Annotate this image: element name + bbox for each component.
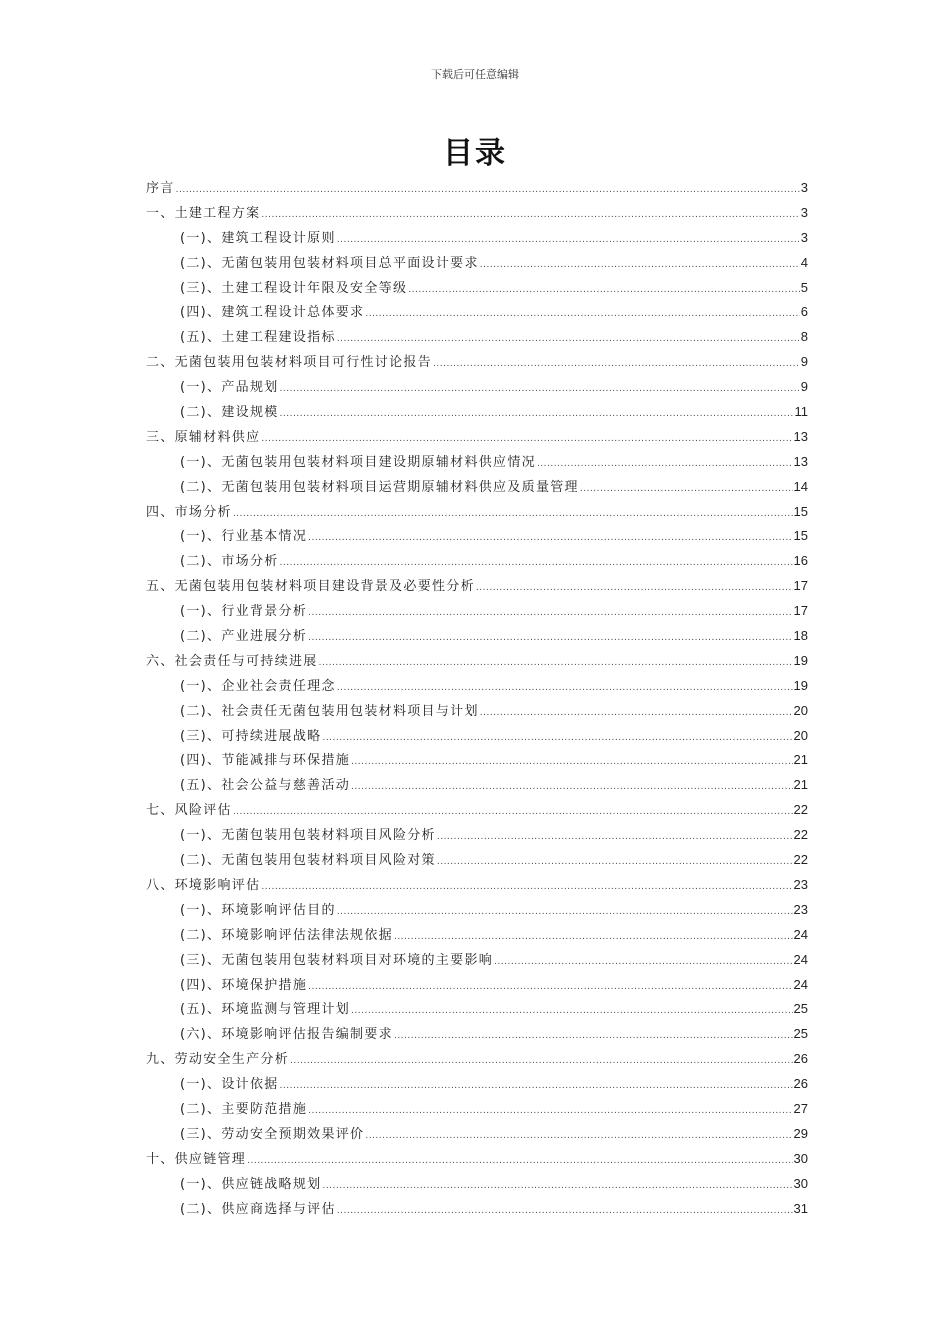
toc-entry-label: (三)、劳动安全预期效果评价 [180,1126,365,1142]
toc-page-number: 30 [793,1150,808,1166]
toc-entry-label: 十、供应链管理 [146,1151,247,1167]
toc-entry[interactable] [146,201,808,226]
toc-subentry[interactable] [146,1197,808,1222]
page-title: 目录 [443,136,507,171]
toc-dot-leader [337,900,793,925]
toc-dot-leader [280,551,793,576]
toc-page-number: 13 [793,453,808,469]
toc-page-number: 30 [793,1175,808,1191]
toc-page-number: 15 [793,528,808,544]
toc-subentry[interactable] [146,400,808,425]
toc-subentry[interactable] [146,624,808,649]
toc-entry-label: (三)、无菌包装用包装材料项目对环境的主要影响 [180,952,494,968]
toc-page-number: 11 [794,404,808,420]
toc-dot-leader [319,651,793,676]
toc-dot-leader [580,477,793,502]
toc-page-number: 22 [793,852,808,868]
toc-dot-leader [280,402,794,427]
toc-entry[interactable] [146,500,808,525]
toc-entry-label: (一)、企业社会责任理念 [180,678,336,694]
toc-entry-label: (四)、建筑工程设计总体要求 [180,305,365,321]
toc-entry-label: 六、社会责任与可持续进展 [146,653,318,669]
toc-subentry[interactable] [146,325,808,350]
toc-page-number: 25 [793,1026,808,1042]
toc-page-number: 21 [793,752,808,768]
toc-dot-leader [308,1099,792,1124]
toc-subentry[interactable] [146,1122,808,1147]
toc-entry-label: (一)、无菌包装用包装材料项目建设期原辅材料供应情况 [180,454,536,470]
toc-dot-leader [351,750,792,775]
toc-subentry[interactable] [146,1097,808,1122]
toc-dot-leader [433,352,800,377]
toc-subentry[interactable] [146,599,808,624]
toc-entry-label: 七、风险评估 [146,803,232,819]
toc-dot-leader [233,800,793,825]
toc-entry-label: (三)、可持续进展战略 [180,728,322,744]
toc-entry[interactable] [146,873,808,898]
toc-entry-label: 序言 [146,181,175,196]
toc-dot-leader [394,1024,793,1049]
toc-subentry[interactable] [146,674,808,699]
page-header: 下载后可任意编辑 [431,68,519,81]
toc-dot-leader [494,950,792,975]
toc-entry-label: (五)、环境监测与管理计划 [180,1002,351,1018]
toc-dot-leader [337,676,793,701]
toc-entry-label: (二)、无菌包装用包装材料项目运营期原辅材料供应及质量管理 [180,479,579,495]
toc-subentry[interactable] [146,450,808,475]
toc-dot-leader [437,850,793,875]
toc-entry-label: 四、市场分析 [146,504,232,520]
toc-subentry[interactable] [146,923,808,948]
toc-subentry[interactable] [146,898,808,923]
toc-entry-label: (五)、土建工程建设指标 [180,330,336,346]
toc-dot-leader [233,502,793,527]
toc-entry[interactable] [146,425,808,450]
toc-entry[interactable] [146,649,808,674]
toc-entry-label: (二)、无菌包装用包装材料项目总平面设计要求 [180,255,479,271]
toc-subentry[interactable] [146,699,808,724]
toc-page-number: 19 [793,677,808,693]
toc-entry[interactable] [146,176,808,201]
toc-subentry[interactable] [146,948,808,973]
toc-subentry[interactable] [146,724,808,749]
toc-page-number: 8 [800,329,808,345]
toc-dot-leader [480,701,793,726]
toc-entry-label: (四)、环境保护措施 [180,977,308,993]
toc-page-number: 16 [793,553,808,569]
toc-page-number: 23 [793,876,808,892]
toc-page-number: 18 [793,628,808,644]
toc-dot-leader [476,576,793,601]
toc-subentry[interactable] [146,773,808,798]
toc-subentry[interactable] [146,1172,808,1197]
toc-page-number: 24 [793,926,808,942]
toc-page-number: 22 [793,802,808,818]
toc-page-number: 24 [793,976,808,992]
toc-entry-label: (一)、产品规划 [180,380,279,396]
toc-dot-leader [337,327,800,352]
toc-page-number: 9 [800,379,808,395]
toc-page-number: 27 [793,1100,808,1116]
toc-dot-leader [351,999,792,1024]
toc-entry-label: (一)、设计依据 [180,1077,279,1093]
table-of-contents [146,176,808,1221]
toc-dot-leader [280,1074,793,1099]
toc-page-number: 15 [793,503,808,519]
toc-page-number: 14 [793,478,808,494]
toc-page-number: 29 [793,1125,808,1141]
toc-dot-leader [480,253,800,278]
toc-subentry[interactable] [146,1072,808,1097]
toc-dot-leader [176,178,800,203]
toc-entry[interactable] [146,798,808,823]
toc-page-number: 22 [793,827,808,843]
toc-page-number: 24 [793,951,808,967]
toc-page-number: 21 [793,777,808,793]
toc-entry-label: (二)、建设规模 [180,405,279,421]
toc-entry-label: 一、土建工程方案 [146,205,261,221]
toc-entry-label: (二)、主要防范措施 [180,1101,308,1117]
toc-entry-label: (一)、供应链战略规划 [180,1176,322,1192]
toc-entry-label: (六)、环境影响评估报告编制要求 [180,1027,393,1043]
toc-subentry[interactable] [146,375,808,400]
toc-dot-leader [261,427,792,452]
toc-entry-label: (五)、社会公益与慈善活动 [180,778,351,794]
toc-dot-leader [365,302,799,327]
toc-subentry[interactable] [146,251,808,276]
toc-dot-leader [322,726,792,751]
toc-dot-leader [261,203,799,228]
toc-page-number: 26 [793,1076,808,1092]
toc-page-number: 25 [793,1001,808,1017]
toc-page-number: 20 [793,727,808,743]
toc-dot-leader [247,1149,792,1174]
toc-page-number: 17 [793,578,808,594]
toc-entry-label: (一)、行业基本情况 [180,529,308,545]
toc-subentry[interactable] [146,973,808,998]
toc-page-number: 9 [800,354,808,370]
toc-page-number: 5 [800,279,808,295]
toc-entry-label: (二)、市场分析 [180,554,279,570]
toc-page-number: 3 [800,229,808,245]
toc-entry-label: (二)、产业进展分析 [180,629,308,645]
toc-entry-label: (二)、无菌包装用包装材料项目风险对策 [180,853,436,869]
toc-dot-leader [351,775,792,800]
toc-dot-leader [337,228,800,253]
toc-entry-label: (二)、环境影响评估法律法规依据 [180,927,393,943]
toc-entry-label: 二、无菌包装用包装材料项目可行性讨论报告 [146,355,433,371]
toc-entry-label: (一)、环境影响评估目的 [180,902,336,918]
toc-entry[interactable] [146,350,808,375]
toc-subentry[interactable] [146,475,808,500]
toc-entry[interactable] [146,1147,808,1172]
toc-entry[interactable] [146,1047,808,1072]
toc-subentry[interactable] [146,997,808,1022]
toc-entry-label: 三、原辅材料供应 [146,429,261,445]
toc-entry-label: (四)、节能减排与环保措施 [180,753,351,769]
toc-subentry[interactable] [146,549,808,574]
toc-dot-leader [408,278,800,303]
toc-entry-label: (二)、社会责任无菌包装用包装材料项目与计划 [180,703,479,719]
toc-subentry[interactable] [146,1022,808,1047]
toc-entry-label: 五、无菌包装用包装材料项目建设背景及必要性分析 [146,579,475,595]
toc-subentry[interactable] [146,300,808,325]
toc-page-number: 13 [793,428,808,444]
toc-page-number: 17 [793,603,808,619]
toc-subentry[interactable] [146,748,808,773]
toc-entry-label: (一)、建筑工程设计原则 [180,230,336,246]
toc-entry-label: (一)、行业背景分析 [180,604,308,620]
toc-dot-leader [308,601,792,626]
toc-page-number: 26 [793,1051,808,1067]
toc-subentry[interactable] [146,848,808,873]
toc-subentry[interactable] [146,226,808,251]
toc-dot-leader [308,626,792,651]
toc-page-number: 3 [800,204,808,220]
toc-dot-leader [308,975,792,1000]
toc-page-number: 6 [800,304,808,320]
toc-dot-leader [437,825,793,850]
toc-page-number: 3 [800,180,808,195]
toc-dot-leader [365,1124,792,1149]
toc-dot-leader [261,875,792,900]
toc-page-number: 20 [793,702,808,718]
toc-dot-leader [322,1174,792,1199]
toc-page-number: 31 [793,1200,808,1216]
toc-page-number: 19 [793,652,808,668]
toc-entry[interactable] [146,574,808,599]
toc-subentry[interactable] [146,524,808,549]
toc-dot-leader [280,377,800,402]
toc-dot-leader [290,1049,793,1074]
toc-page-number: 23 [793,901,808,917]
toc-subentry[interactable] [146,823,808,848]
toc-entry-label: (一)、无菌包装用包装材料项目风险分析 [180,828,436,844]
toc-dot-leader [308,526,792,551]
toc-entry-label: 八、环境影响评估 [146,877,261,893]
toc-entry-label: (二)、供应商选择与评估 [180,1201,336,1217]
toc-dot-leader [394,925,793,950]
toc-entry-label: 九、劳动安全生产分析 [146,1052,290,1068]
toc-page-number: 4 [800,254,808,270]
toc-dot-leader [537,452,793,477]
toc-entry-label: (三)、土建工程设计年限及安全等级 [180,280,408,296]
toc-subentry[interactable] [146,276,808,301]
toc-dot-leader [337,1199,793,1224]
